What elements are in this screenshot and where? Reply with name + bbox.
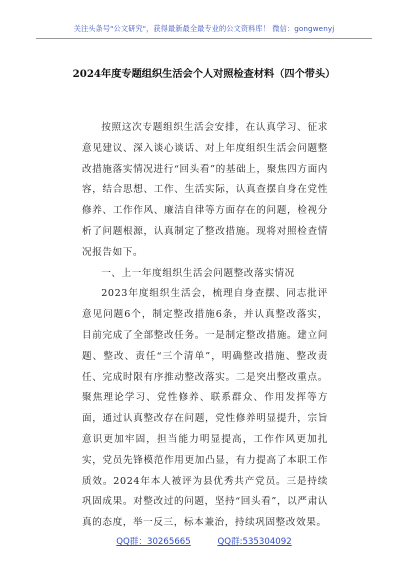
- header-banner: 关注头条号"公文研究"，获得最新最全最专业的公文资料库！ 微信：gongwenyj: [73, 24, 335, 33]
- document-body: [82, 118, 328, 534]
- header-divider: [36, 38, 372, 39]
- footer-contacts: [36, 535, 372, 547]
- section-heading: 一、上一年度组织生活会问题整改落实情况: [101, 267, 295, 279]
- intro-paragraph: 按照这次专题组织生活会安排，在认真学习、征求意见建议、深入谈心谈话、对上年度组织生活会问题整改措施落实情况进行“回头看”的基础上，聚焦四方面内容，结合思想、工作、生活实际，认真查摆自身在党性修养、工作作风、廉洁自律等方面存在的问题，检视分析了问题根源，认真制定了整改措施。现将对照检查情况报告如下。: [82, 122, 328, 258]
- document-title: 2024年度专题组织生活会个人对照检查材料（四个带头）: [72, 68, 336, 80]
- section-paragraph: 2023年度组织生活会，梳理自身查摆、同志批评意见问题6个，制定整改措施6条，并认真整改落实，目前完成了全部整改任务。一是制定整改措施。建立问题、整改、责任“三个清单”，明确整改措施、整改责任、完成时限有序推动整改落实。二是突出整改重点。聚焦理论学习、党性修养、联系群众、作用发挥等方面，通过认真整改存在问题，党性修养明显提升，宗旨意识更加牢固，担当能力明显提高，工作作风更加扎实，党员先锋模范作用更加凸显，有力提高了本职工作质效。2024年本人被评为县优秀共产党员。三是持续巩固成果。对整改过的问题，坚持“回头看”，以严肃认真的态度，举一反三，标本兼治，持续巩固整改效果。: [82, 288, 328, 529]
- qq-group-2[interactable]: QQ群:535304092: [217, 537, 292, 547]
- qq-group-1[interactable]: QQ群：30265665: [116, 537, 191, 547]
